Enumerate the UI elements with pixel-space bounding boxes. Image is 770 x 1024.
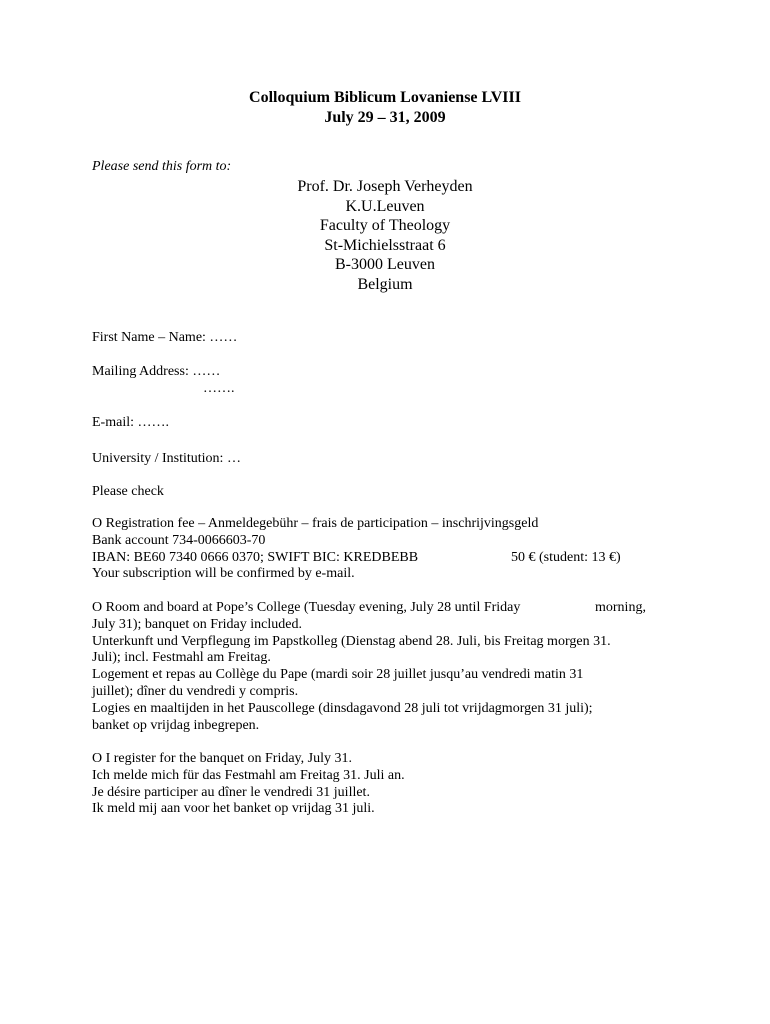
bank-account: Bank account 734-0066603-70 (92, 532, 266, 548)
email-field[interactable]: E-mail: ……. (92, 415, 169, 430)
institution-field[interactable]: University / Institution: … (92, 451, 241, 466)
document-title: Colloquium Biblicum Lovaniense LVIII (249, 89, 521, 106)
address-line: Belgium (357, 275, 413, 293)
mailing-address-continuation: ……. (203, 380, 235, 396)
room-board-title: O Room and board at Pope’s College (Tuesday evening, July 28 until Friday (92, 600, 521, 615)
banquet-option[interactable] (92, 751, 692, 818)
iban-row (92, 550, 692, 567)
recipient-address (0, 177, 770, 294)
address-line: St-Michielsstraat 6 (324, 236, 446, 254)
registration-fee-option[interactable] (92, 516, 692, 583)
room-board-line: Logies en maaltijden in het Pauscollege (dinsdagavond 28 juli tot vrijdagmorgen 31 juli); (92, 700, 593, 716)
address-line: K.U.Leuven (345, 197, 425, 215)
room-board-option[interactable] (92, 600, 692, 734)
room-board-line: Logement et repas au Collège du Pape (mardi soir 28 juillet jusqu’au vendredi matin 31 (92, 667, 584, 683)
banquet-line: Je désire participer au dîner le vendredi 31 juillet. (92, 784, 370, 800)
registration-fee-title: O Registration fee – Anmeldegebühr – frais de participation – inschrijvingsgeld (92, 516, 539, 531)
mailing-address-line: Mailing Address: …… (92, 364, 221, 379)
fee-amount: 50 € (student: 13 €) (511, 549, 621, 565)
room-board-line: Unterkunft und Verpflegung im Papstkolleg (Dienstag abend 28. Juli, bis Freitag morgen 31. (92, 633, 611, 649)
room-board-line: banket op vrijdag inbegrepen. (92, 717, 260, 733)
address-line: Prof. Dr. Joseph Verheyden (297, 178, 473, 195)
document-dates: July 29 – 31, 2009 (324, 109, 446, 126)
document-header (0, 88, 770, 128)
room-board-line: Juli); incl. Festmahl am Freitag. (92, 650, 271, 666)
please-check-label: Please check (92, 484, 164, 499)
banquet-line: O I register for the banquet on Friday, July 31. (92, 751, 352, 766)
address-line: Faculty of Theology (319, 217, 451, 234)
address-line: B-3000 Leuven (335, 256, 435, 273)
name-field[interactable]: First Name – Name: …… (92, 330, 238, 345)
confirmation-note: Your subscription will be confirmed by e-mail. (92, 566, 355, 582)
room-board-title-tail: morning, (595, 600, 646, 615)
send-to-label: Please send this form to: (92, 159, 232, 174)
room-board-line: juillet); dîner du vendredi y compris. (92, 683, 299, 699)
banquet-line: Ik meld mij aan voor het banket op vrijdag 31 juli. (92, 801, 375, 817)
banquet-line: Ich melde mich für das Festmahl am Freitag 31. Juli an. (92, 767, 405, 783)
mailing-address-field[interactable] (92, 364, 235, 397)
room-board-line: July 31); banquet on Friday included. (92, 616, 302, 632)
room-board-first-line (92, 600, 692, 617)
iban-text: IBAN: BE60 7340 0666 0370; SWIFT BIC: KREDBEBB (92, 549, 419, 565)
